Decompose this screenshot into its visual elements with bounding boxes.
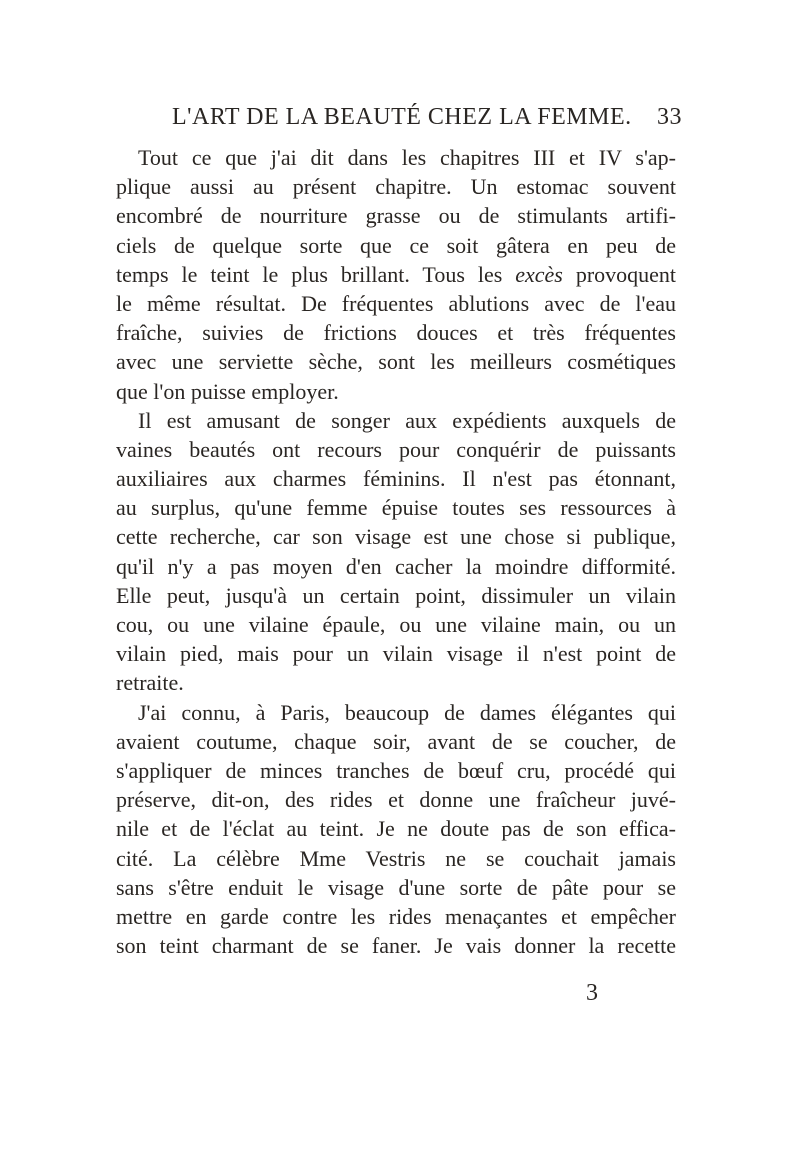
text-line: ciels de quelque sorte que ce soit gâtera en peu de <box>116 232 676 258</box>
text-line: que l'on puisse employer. <box>116 378 339 404</box>
text-line: Elle peut, jusqu'à un certain point, dissimuler un vilain <box>116 582 676 608</box>
italic-word: excès <box>515 261 563 287</box>
text-line: avec une serviette sèche, sont les meilleurs cosmétiques <box>116 349 676 375</box>
text-line: Il est amusant de songer aux expédients auxquels de <box>138 407 676 433</box>
text-line: s'appliquer de minces tranches de bœuf cru, procédé qui <box>116 757 676 783</box>
text-line: cette recherche, car son visage est une chose si publique, <box>116 524 676 550</box>
text-line: le même résultat. De fréquentes ablutions avec de l'eau <box>116 290 676 316</box>
text-segment: temps le teint le plus brillant. Tous les <box>116 261 503 287</box>
text-line: J'ai connu, à Paris, beaucoup de dames élégantes qui <box>138 699 676 725</box>
text-line-with-italic <box>116 260 676 289</box>
text-segment: provoquent <box>575 261 677 287</box>
text-line: qu'il n'y a pas moyen d'en cacher la moindre difformité. <box>116 553 676 579</box>
text-line: plique aussi au présent chapitre. Un estomac souvent <box>116 174 676 200</box>
text-line: sans s'être enduit le visage d'une sorte de pâte pour se <box>116 874 676 900</box>
text-line: préserve, dit-on, des rides et donne une fraîcheur juvé- <box>116 787 676 813</box>
body-text <box>116 143 676 960</box>
text-line: encombré de nourriture grasse ou de stimulants artifi- <box>116 203 676 229</box>
text-line: mettre en garde contre les rides menaçantes et empêcher <box>116 903 676 929</box>
text-line: avaient coutume, chaque soir, avant de se coucher, de <box>116 728 676 754</box>
text-line: son teint charmant de se faner. Je vais donner la recette <box>116 933 676 959</box>
running-header <box>172 104 682 138</box>
text-line: cou, ou une vilaine épaule, ou une vilaine main, ou un <box>116 612 676 637</box>
signature-mark: 3 <box>586 980 598 1006</box>
text-line: fraîche, suivies de frictions douces et très fréquentes <box>116 320 676 346</box>
text-line: auxiliaires aux charmes féminins. Il n'est pas étonnant, <box>116 466 676 492</box>
text-line: cité. La célèbre Mme Vestris ne se couchait jamais <box>116 845 676 871</box>
text-line: retraite. <box>116 670 184 696</box>
running-title: L'ART DE LA BEAUTÉ CHEZ LA FEMME. <box>172 104 632 130</box>
text-line: vilain pied, mais pour un vilain visage il n'est point de <box>116 641 676 667</box>
page-number: 33 <box>657 104 682 130</box>
text-line: Tout ce que j'ai dit dans les chapitres III et IV s'ap- <box>138 145 676 170</box>
text-line: nile et de l'éclat au teint. Je ne doute pas de son effica- <box>116 816 676 842</box>
text-line: vaines beautés ont recours pour conquérir de puissants <box>116 436 676 462</box>
text-line: au surplus, qu'une femme épuise toutes ses ressources à <box>116 495 676 521</box>
